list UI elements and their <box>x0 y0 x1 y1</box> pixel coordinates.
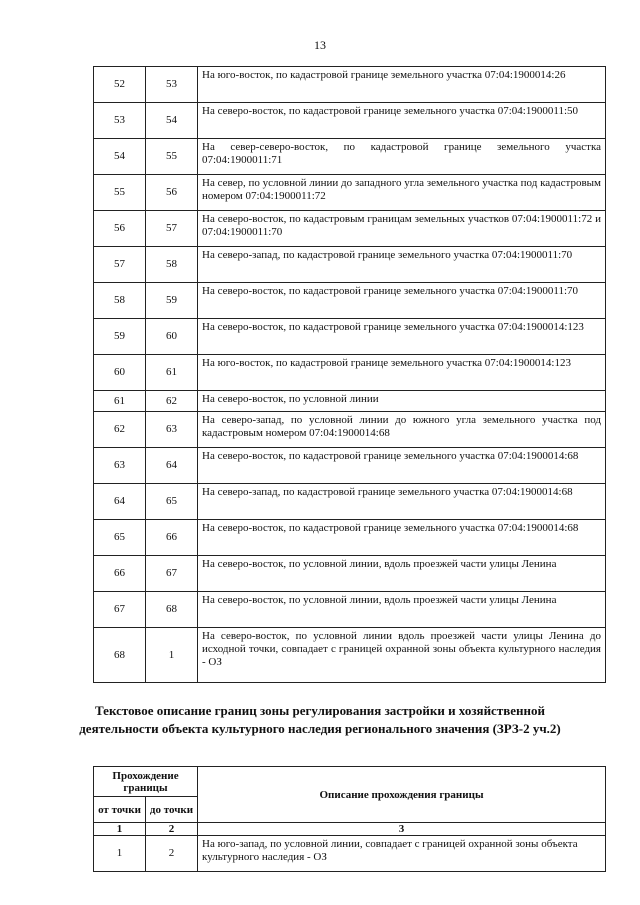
to-point: 60 <box>146 319 198 355</box>
table-row <box>94 139 606 175</box>
boundary-description: На северо-запад, по условной линии до южного угла земельного участка под кадастровым номером 07:04:1900014:68 <box>198 412 606 448</box>
from-point: 63 <box>94 448 146 484</box>
to-point: 68 <box>146 592 198 628</box>
from-point: 65 <box>94 520 146 556</box>
boundary-description: На юго-запад, по условной линии, совпадает с границей охранной зоны объекта культурного наследия - ОЗ <box>198 836 606 872</box>
boundary-description: На северо-восток, по кадастровым границам земельных участков 07:04:1900011:72 и 07:04:1900011:70 <box>198 211 606 247</box>
table-row <box>94 628 606 683</box>
table-row <box>94 592 606 628</box>
table-row <box>94 520 606 556</box>
table-row <box>94 283 606 319</box>
from-point: 62 <box>94 412 146 448</box>
header-passage: Прохождение границы <box>94 767 198 797</box>
table-row <box>94 836 606 872</box>
to-point: 63 <box>146 412 198 448</box>
boundary-description: На северо-восток, по кадастровой границе земельного участка 07:04:1900014:68 <box>198 448 606 484</box>
table-row <box>94 247 606 283</box>
table-row <box>94 355 606 391</box>
from-point: 59 <box>94 319 146 355</box>
to-point: 59 <box>146 283 198 319</box>
to-point: 61 <box>146 355 198 391</box>
from-point: 53 <box>94 103 146 139</box>
header-to-point: до точки <box>146 797 198 823</box>
column-index: 2 <box>146 823 198 836</box>
boundary-description: На север-северо-восток, по кадастровой границе земельного участка 07:04:1900011:71 <box>198 139 606 175</box>
boundary-table-body <box>94 67 606 683</box>
from-point: 61 <box>94 391 146 412</box>
header-description: Описание прохождения границы <box>198 767 606 823</box>
boundary-description: На северо-восток, по условной линии <box>198 391 606 412</box>
boundary-description: На северо-восток, по кадастровой границе земельного участка 07:04:1900014:68 <box>198 520 606 556</box>
to-point: 53 <box>146 67 198 103</box>
to-point: 65 <box>146 484 198 520</box>
boundary-description: На юго-восток, по кадастровой границе земельного участка 07:04:1900014:26 <box>198 67 606 103</box>
column-index: 1 <box>94 823 146 836</box>
table-row <box>94 412 606 448</box>
table-row <box>94 175 606 211</box>
header-from-point: от точки <box>94 797 146 823</box>
to-point: 67 <box>146 556 198 592</box>
boundary-description: На северо-восток, по условной линии вдоль проезжей части улицы Ленина до исходной точки, совпадает с границей охранной зоны объекта культурного наследия - ОЗ <box>198 628 606 683</box>
boundary-description: На северо-запад, по кадастровой границе земельного участка 07:04:1900014:68 <box>198 484 606 520</box>
from-point: 57 <box>94 247 146 283</box>
to-point: 66 <box>146 520 198 556</box>
to-point: 54 <box>146 103 198 139</box>
from-point: 1 <box>94 836 146 872</box>
to-point: 62 <box>146 391 198 412</box>
boundary-description: На север, по условной линии до западного угла земельного участка под кадастровым номером 07:04:1900011:72 <box>198 175 606 211</box>
table-row <box>94 67 606 103</box>
to-point: 58 <box>146 247 198 283</box>
boundary-description: На северо-восток, по кадастровой границе земельного участка 07:04:1900011:50 <box>198 103 606 139</box>
from-point: 64 <box>94 484 146 520</box>
boundary-description: На юго-восток, по кадастровой границе земельного участка 07:04:1900014:123 <box>198 355 606 391</box>
from-point: 60 <box>94 355 146 391</box>
to-point: 56 <box>146 175 198 211</box>
boundary-description: На северо-восток, по кадастровой границе земельного участка 07:04:1900014:123 <box>198 319 606 355</box>
table-row <box>94 484 606 520</box>
table-row <box>94 556 606 592</box>
zrz-boundary-table <box>93 766 606 872</box>
from-point: 68 <box>94 628 146 683</box>
zrz-table-body <box>94 836 606 872</box>
from-point: 56 <box>94 211 146 247</box>
page-number: 13 <box>314 38 326 52</box>
from-point: 52 <box>94 67 146 103</box>
to-point: 2 <box>146 836 198 872</box>
boundary-description: На северо-восток, по кадастровой границе земельного участка 07:04:1900011:70 <box>198 283 606 319</box>
from-point: 66 <box>94 556 146 592</box>
to-point: 55 <box>146 139 198 175</box>
table-row <box>94 391 606 412</box>
column-index: 3 <box>198 823 606 836</box>
from-point: 58 <box>94 283 146 319</box>
from-point: 55 <box>94 175 146 211</box>
to-point: 57 <box>146 211 198 247</box>
to-point: 1 <box>146 628 198 683</box>
boundary-table <box>93 66 606 683</box>
boundary-description: На северо-восток, по условной линии, вдоль проезжей части улицы Ленина <box>198 592 606 628</box>
table-row <box>94 103 606 139</box>
from-point: 54 <box>94 139 146 175</box>
table-row <box>94 319 606 355</box>
table-row <box>94 448 606 484</box>
to-point: 64 <box>146 448 198 484</box>
boundary-description: На северо-запад, по кадастровой границе земельного участка 07:04:1900011:70 <box>198 247 606 283</box>
boundary-description: На северо-восток, по условной линии, вдоль проезжей части улицы Ленина <box>198 556 606 592</box>
from-point: 67 <box>94 592 146 628</box>
table-row <box>94 211 606 247</box>
section-heading: Текстовое описание границ зоны регулирования застройки и хозяйственной деятельности объекта культурного наследия регионального значения (ЗРЗ-2 уч.2) <box>79 703 561 736</box>
